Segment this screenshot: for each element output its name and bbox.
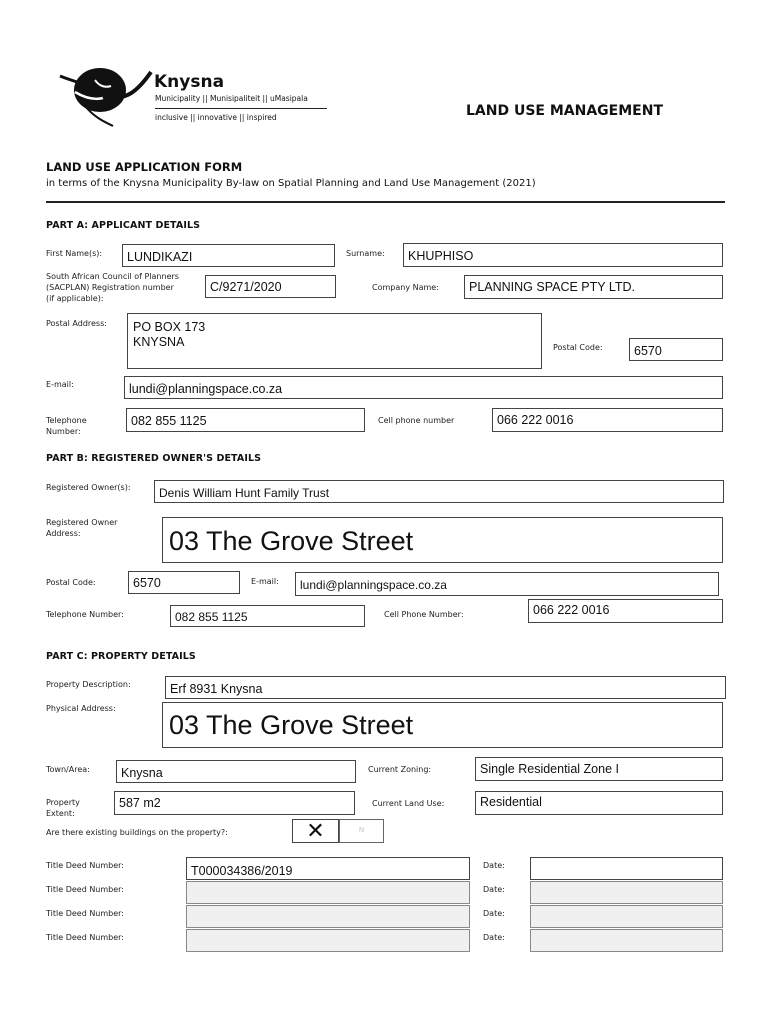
telephone-label: Telephone Number: <box>46 416 87 436</box>
town-label: Town/Area: <box>46 765 90 774</box>
buildings-question: Are there existing buildings on the property?: <box>46 828 228 837</box>
part-b-heading: PART B: REGISTERED OWNER'S DETAILS <box>46 453 262 464</box>
sacplan-label: South African Council of Planners (SACPLAN) Registration number (if applicable): <box>46 272 179 303</box>
municipality-logo <box>55 62 155 128</box>
brand-divider <box>155 108 327 109</box>
header-title: LAND USE MANAGEMENT <box>466 103 663 119</box>
zoning-label: Current Zoning: <box>368 765 432 774</box>
part-a-heading: PART A: APPLICANT DETAILS <box>46 220 201 231</box>
owner-label: Registered Owner(s): <box>46 483 131 492</box>
zoning-field[interactable]: Single Residential Zone I <box>475 757 723 781</box>
title-deed-label: Title Deed Number: <box>46 885 125 894</box>
owner-address-label: Registered Owner Address: <box>46 518 118 538</box>
owner-telephone-field[interactable]: 082 855 1125 <box>170 605 365 627</box>
postal-address-field[interactable]: PO BOX 173 KNYSNA <box>127 313 542 369</box>
physical-address-field[interactable]: 03 The Grove Street <box>162 702 723 748</box>
telephone-field[interactable]: 082 855 1125 <box>126 408 365 432</box>
buildings-no-label: N <box>358 827 365 834</box>
company-field[interactable]: PLANNING SPACE PTY LTD. <box>464 275 723 299</box>
first-name-field[interactable]: LUNDIKAZI <box>122 244 335 267</box>
buildings-yes-checkbox[interactable] <box>292 819 339 843</box>
extent-field[interactable]: 587 m2 <box>114 791 355 815</box>
land-use-label: Current Land Use: <box>372 799 445 808</box>
title-deed-date-label: Date: <box>483 933 505 942</box>
title-rule <box>46 201 725 203</box>
part-c-heading: PART C: PROPERTY DETAILS <box>46 651 196 662</box>
owner-cell-field[interactable]: 066 222 0016 <box>528 599 723 623</box>
title-deed-date-field[interactable] <box>530 881 723 904</box>
title-deed-field[interactable] <box>186 905 470 928</box>
owner-email-label: E-mail: <box>251 577 279 586</box>
cell-field[interactable]: 066 222 0016 <box>492 408 723 432</box>
title-deed-date-label: Date: <box>483 909 505 918</box>
form-subtitle: in terms of the Knysna Municipality By-law on Spatial Planning and Land Use Management (2021) <box>46 178 536 189</box>
owner-address-field[interactable]: 03 The Grove Street <box>162 517 723 563</box>
title-deed-date-field[interactable] <box>530 857 723 880</box>
company-label: Company Name: <box>372 283 439 292</box>
town-field[interactable]: Knysna <box>116 760 356 783</box>
title-deed-field[interactable]: T000034386/2019 <box>186 857 470 880</box>
physical-address-label: Physical Address: <box>46 704 116 713</box>
title-deed-field[interactable] <box>186 881 470 904</box>
owner-postal-code-label: Postal Code: <box>46 578 96 587</box>
brand-name: Knysna <box>154 72 225 92</box>
land-use-field[interactable]: Residential <box>475 791 723 815</box>
brand-line1: Municipality || Munisipaliteit || uMasipala <box>155 94 308 103</box>
sacplan-field[interactable]: C/9271/2020 <box>205 275 336 298</box>
postal-code-field[interactable]: 6570 <box>629 338 723 361</box>
surname-label: Surname: <box>346 249 385 258</box>
property-description-label: Property Description: <box>46 680 131 689</box>
owner-email-field[interactable]: lundi@planningspace.co.za <box>295 572 719 596</box>
cell-label: Cell phone number <box>378 416 455 425</box>
owner-postal-code-field[interactable]: 6570 <box>128 571 240 594</box>
form-title: LAND USE APPLICATION FORM <box>46 160 243 174</box>
owner-cell-label: Cell Phone Number: <box>384 610 464 619</box>
email-field[interactable]: lundi@planningspace.co.za <box>124 376 723 399</box>
knysna-emblem-icon <box>55 62 155 128</box>
title-deed-label: Title Deed Number: <box>46 861 125 870</box>
email-label: E-mail: <box>46 380 74 389</box>
title-deed-field[interactable] <box>186 929 470 952</box>
title-deed-date-field[interactable] <box>530 929 723 952</box>
title-deed-label: Title Deed Number: <box>46 933 125 942</box>
brand-line2: inclusive || innovative || inspired <box>155 113 277 122</box>
extent-label: Property Extent: <box>46 798 80 818</box>
owner-telephone-label: Telephone Number: <box>46 610 124 619</box>
surname-field[interactable]: KHUPHISO <box>403 243 723 267</box>
title-deed-date-field[interactable] <box>530 905 723 928</box>
title-deed-date-label: Date: <box>483 885 505 894</box>
postal-code-label: Postal Code: <box>553 343 603 352</box>
first-name-label: First Name(s): <box>46 249 103 258</box>
buildings-no-checkbox[interactable] <box>339 819 384 843</box>
owner-field[interactable]: Denis William Hunt Family Trust <box>154 480 724 503</box>
postal-address-label: Postal Address: <box>46 319 107 328</box>
title-deed-label: Title Deed Number: <box>46 909 125 918</box>
checked-x-icon: ✕ <box>306 819 325 843</box>
property-description-field[interactable]: Erf 8931 Knysna <box>165 676 726 699</box>
title-deed-date-label: Date: <box>483 861 505 870</box>
